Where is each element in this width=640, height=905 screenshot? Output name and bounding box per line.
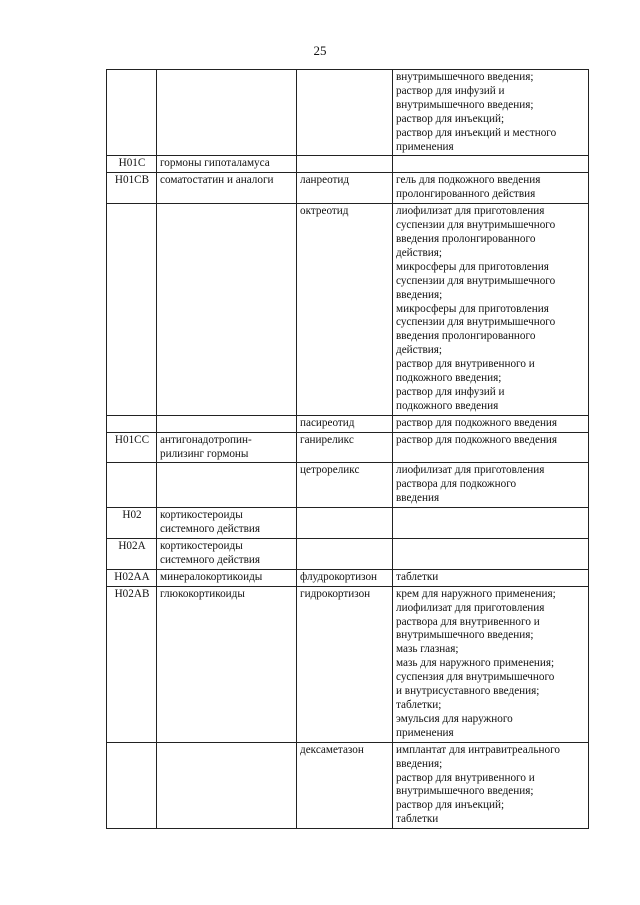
table-row	[107, 463, 589, 508]
dosage-form-line: раствор для инъекций;	[396, 112, 505, 125]
table-row	[107, 173, 589, 204]
group-name-line: системного действия	[160, 523, 261, 536]
dosage-form-line: применения	[396, 726, 454, 739]
group-name-cell	[157, 463, 297, 508]
dosage-forms-cell	[393, 70, 589, 156]
table-row	[107, 742, 589, 828]
group-name-cell	[157, 432, 297, 463]
dosage-forms-cell	[393, 569, 589, 586]
atc-code-cell: H01CB	[107, 173, 157, 204]
dosage-form-line: раствор для инфузий и	[396, 84, 505, 97]
dosage-form-line: суспензия для внутримышечного	[396, 671, 555, 684]
dosage-form-line: введения;	[396, 288, 443, 301]
dosage-form-line: раствор для инфузий и	[396, 385, 505, 398]
dosage-form-line: лиофилизат для приготовления	[396, 205, 545, 218]
table-body	[107, 70, 589, 829]
table-row	[107, 539, 589, 570]
group-name-line: кортикостероиды	[160, 540, 243, 552]
drug-name-cell: ланреотид	[297, 173, 393, 204]
group-name-line: рилизинг гормоны	[160, 447, 249, 460]
dosage-form-line: введения пролонгированного	[396, 330, 536, 343]
dosage-form-line: и внутрисуставного введения;	[396, 685, 540, 698]
drug-name-cell	[297, 70, 393, 156]
atc-code-cell	[107, 415, 157, 432]
drug-name-cell: флудрокортизон	[297, 569, 393, 586]
dosage-forms-cell	[393, 415, 589, 432]
atc-code-cell	[107, 70, 157, 156]
dosage-form-line: внутримышечного введения;	[396, 629, 534, 642]
dosage-form-line: внутримышечного введения;	[396, 71, 534, 83]
atc-code-cell: H02A	[107, 539, 157, 570]
atc-code-cell	[107, 742, 157, 828]
dosage-form-line: крем для наружного применения;	[396, 587, 556, 600]
group-name-cell	[157, 70, 297, 156]
drug-name-cell: октреотид	[297, 204, 393, 416]
dosage-form-line: суспензии для внутримышечного	[396, 316, 556, 329]
dosage-form-line: мазь для наружного применения;	[396, 657, 555, 670]
table-row	[107, 156, 589, 173]
atc-code-cell: H02AA	[107, 569, 157, 586]
dosage-form-line: введения пролонгированного	[396, 232, 536, 245]
dosage-forms-cell	[393, 156, 589, 173]
group-name-cell	[157, 539, 297, 570]
group-name-cell	[157, 586, 297, 742]
drug-table	[106, 69, 589, 829]
table-row	[107, 508, 589, 539]
group-name-cell	[157, 204, 297, 416]
dosage-form-line: действия;	[396, 344, 443, 357]
dosage-form-line: подкожного введения	[396, 399, 499, 412]
table-row	[107, 586, 589, 742]
group-name-cell	[157, 742, 297, 828]
dosage-forms-cell	[393, 508, 589, 539]
dosage-form-line: внутримышечного введения;	[396, 98, 534, 111]
dosage-form-line: раствора для подкожного	[396, 478, 517, 491]
dosage-form-line: подкожного введения;	[396, 372, 502, 385]
dosage-forms-cell	[393, 432, 589, 463]
group-name-cell	[157, 415, 297, 432]
atc-code-cell	[107, 204, 157, 416]
group-name-line: соматостатин и аналоги	[160, 174, 274, 187]
dosage-forms-cell	[393, 742, 589, 828]
dosage-form-line: раствор для подкожного введения	[396, 433, 558, 446]
group-name-line: кортикостероиды	[160, 509, 243, 522]
atc-code-cell: H02AB	[107, 586, 157, 742]
drug-name-cell	[297, 156, 393, 173]
page-number: 25	[313, 43, 327, 58]
dosage-form-line: применения	[396, 140, 454, 153]
dosage-form-line: раствор для внутривенного и	[396, 771, 535, 784]
dosage-form-line: суспензии для внутримышечного	[396, 274, 556, 287]
dosage-form-line: таблетки	[396, 813, 439, 826]
drug-name-cell: пасиреотид	[297, 415, 393, 432]
dosage-form-line: раствор для подкожного введения	[396, 416, 558, 429]
group-name-line: антигонадотропин-	[160, 433, 252, 446]
drug-name-cell: цетрореликс	[297, 463, 393, 508]
dosage-form-line: действия;	[396, 246, 443, 259]
atc-code-cell: H01C	[107, 156, 157, 173]
table-row	[107, 415, 589, 432]
table-row	[107, 432, 589, 463]
table-row	[107, 204, 589, 416]
dosage-form-line: раствор для инъекций и местного	[396, 126, 557, 139]
dosage-forms-cell	[393, 204, 589, 416]
dosage-forms-cell	[393, 463, 589, 508]
dosage-form-line: имплантат для интравитреального	[396, 743, 560, 756]
table-row	[107, 569, 589, 586]
drug-name-cell: гидрокортизон	[297, 586, 393, 742]
dosage-form-line: мазь глазная;	[396, 643, 459, 656]
dosage-form-line: введения	[396, 492, 440, 505]
dosage-form-line: эмульсия для наружного	[396, 712, 513, 725]
atc-code-cell: H02	[107, 508, 157, 539]
dosage-form-line: суспензии для внутримышечного	[396, 219, 556, 232]
atc-code-cell	[107, 463, 157, 508]
dosage-form-line: микросферы для приготовления	[396, 260, 549, 273]
drug-name-cell	[297, 539, 393, 570]
dosage-form-line: пролонгированного действия	[396, 188, 536, 201]
dosage-form-line: введения;	[396, 757, 443, 770]
dosage-form-line: лиофилизат для приготовления	[396, 464, 545, 477]
dosage-form-line: лиофилизат для приготовления	[396, 601, 545, 614]
dosage-form-line: внутримышечного введения;	[396, 785, 534, 798]
group-name-cell	[157, 173, 297, 204]
group-name-line: минералокортикоиды	[160, 570, 263, 583]
drug-name-cell: ганиреликс	[297, 432, 393, 463]
group-name-line: системного действия	[160, 553, 261, 566]
dosage-form-line: раствора для внутривенного и	[396, 615, 540, 628]
dosage-forms-cell	[393, 586, 589, 742]
dosage-form-line: раствор для внутривенного и	[396, 358, 535, 371]
dosage-form-line: таблетки	[396, 570, 439, 583]
dosage-form-line: микросферы для приготовления	[396, 302, 549, 315]
dosage-form-line: гель для подкожного введения	[396, 174, 541, 187]
dosage-forms-cell	[393, 539, 589, 570]
drug-name-cell	[297, 508, 393, 539]
drug-name-cell: дексаметазон	[297, 742, 393, 828]
dosage-form-line: раствор для инъекций;	[396, 799, 505, 812]
group-name-line: глюкокортикоиды	[160, 587, 245, 600]
dosage-form-line: таблетки;	[396, 698, 442, 711]
group-name-line: гормоны гипоталамуса	[160, 157, 270, 170]
atc-code-cell: H01CC	[107, 432, 157, 463]
dosage-forms-cell	[393, 173, 589, 204]
group-name-cell	[157, 508, 297, 539]
group-name-cell	[157, 569, 297, 586]
group-name-cell	[157, 156, 297, 173]
table-row	[107, 70, 589, 156]
